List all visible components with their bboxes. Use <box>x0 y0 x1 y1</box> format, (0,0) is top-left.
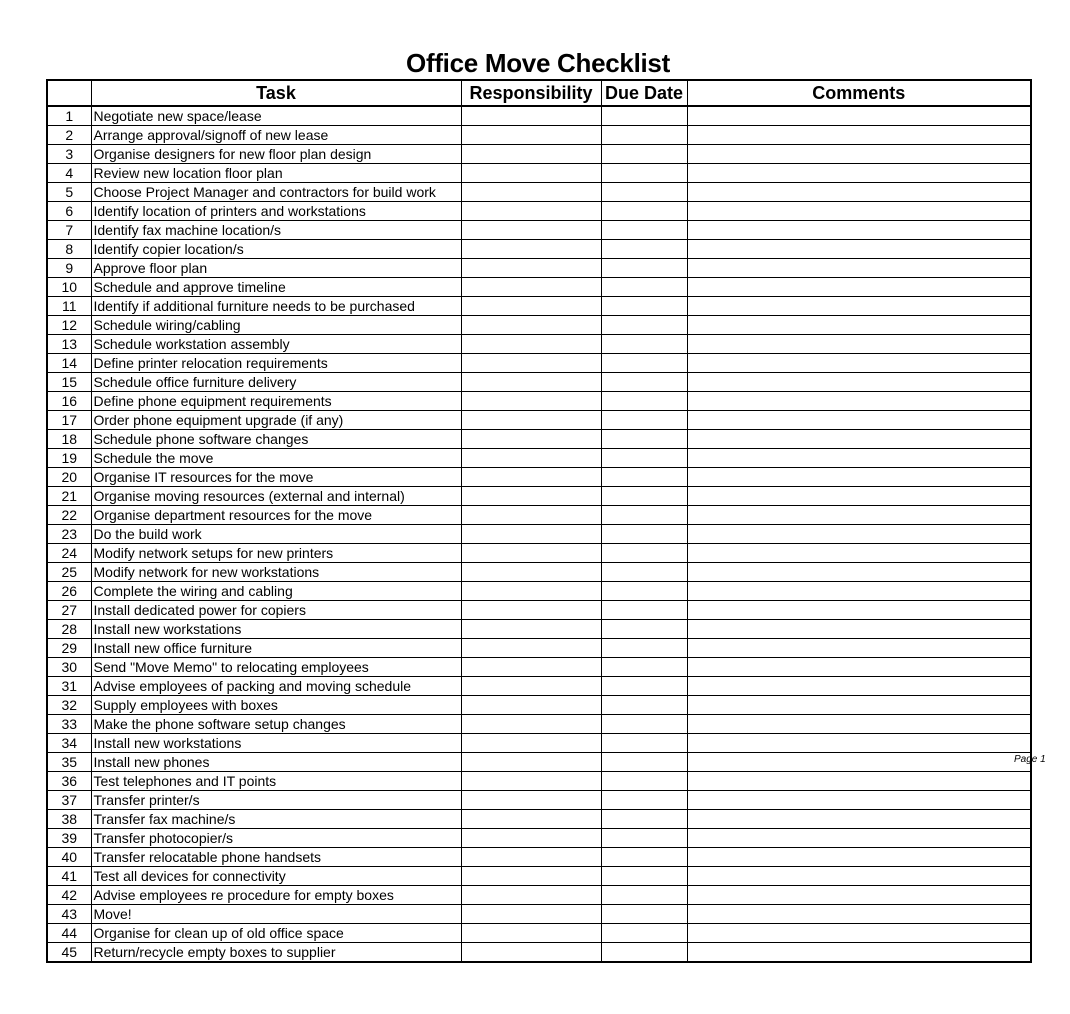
column-header-due-date: Due Date <box>601 80 687 106</box>
table-row <box>47 886 1031 905</box>
row-number: 31 <box>47 677 91 696</box>
due-date-cell <box>601 658 687 677</box>
comments-cell <box>687 658 1031 677</box>
column-header-number <box>47 80 91 106</box>
comments-cell <box>687 525 1031 544</box>
responsibility-cell <box>461 905 601 924</box>
task-cell: Schedule office furniture delivery <box>91 373 461 392</box>
task-cell: Transfer fax machine/s <box>91 810 461 829</box>
comments-cell <box>687 506 1031 525</box>
responsibility-cell <box>461 392 601 411</box>
due-date-cell <box>601 867 687 886</box>
due-date-cell <box>601 772 687 791</box>
due-date-cell <box>601 278 687 297</box>
table-row <box>47 867 1031 886</box>
comments-cell <box>687 145 1031 164</box>
row-number: 7 <box>47 221 91 240</box>
row-number: 25 <box>47 563 91 582</box>
page-title: Office Move Checklist <box>406 48 670 78</box>
responsibility-cell <box>461 772 601 791</box>
row-number: 2 <box>47 126 91 145</box>
due-date-cell <box>601 753 687 772</box>
responsibility-cell <box>461 411 601 430</box>
due-date-cell <box>601 335 687 354</box>
table-row <box>47 221 1031 240</box>
comments-cell <box>687 278 1031 297</box>
table-row <box>47 430 1031 449</box>
due-date-cell <box>601 468 687 487</box>
due-date-cell <box>601 734 687 753</box>
comments-cell <box>687 430 1031 449</box>
task-cell: Define printer relocation requirements <box>91 354 461 373</box>
task-cell: Schedule workstation assembly <box>91 335 461 354</box>
responsibility-cell <box>461 430 601 449</box>
due-date-cell <box>601 620 687 639</box>
due-date-cell <box>601 316 687 335</box>
table-row <box>47 506 1031 525</box>
task-cell: Schedule and approve timeline <box>91 278 461 297</box>
task-cell: Negotiate new space/lease <box>91 106 461 126</box>
responsibility-cell <box>461 791 601 810</box>
comments-cell <box>687 544 1031 563</box>
responsibility-cell <box>461 126 601 145</box>
row-number: 19 <box>47 449 91 468</box>
task-cell: Move! <box>91 905 461 924</box>
row-number: 35 <box>47 753 91 772</box>
comments-cell <box>687 905 1031 924</box>
comments-cell <box>687 696 1031 715</box>
table-row <box>47 411 1031 430</box>
task-cell: Organise for clean up of old office space <box>91 924 461 943</box>
comments-cell <box>687 563 1031 582</box>
due-date-cell <box>601 106 687 126</box>
comments-cell <box>687 126 1031 145</box>
task-cell: Identify fax machine location/s <box>91 221 461 240</box>
table-row <box>47 278 1031 297</box>
responsibility-cell <box>461 164 601 183</box>
table-row <box>47 487 1031 506</box>
checklist-rows <box>47 106 1031 962</box>
comments-cell <box>687 753 1031 772</box>
task-cell: Install new workstations <box>91 620 461 639</box>
table-row <box>47 297 1031 316</box>
table-row <box>47 468 1031 487</box>
due-date-cell <box>601 525 687 544</box>
comments-cell <box>687 240 1031 259</box>
table-row <box>47 905 1031 924</box>
row-number: 36 <box>47 772 91 791</box>
due-date-cell <box>601 202 687 221</box>
responsibility-cell <box>461 354 601 373</box>
row-number: 9 <box>47 259 91 278</box>
table-row <box>47 544 1031 563</box>
task-cell: Identify if additional furniture needs to be purchased <box>91 297 461 316</box>
responsibility-cell <box>461 487 601 506</box>
table-row <box>47 392 1031 411</box>
responsibility-cell <box>461 563 601 582</box>
due-date-cell <box>601 392 687 411</box>
row-number: 27 <box>47 601 91 620</box>
table-row <box>47 449 1031 468</box>
responsibility-cell <box>461 829 601 848</box>
column-header-responsibility: Responsibility <box>461 80 601 106</box>
row-number: 24 <box>47 544 91 563</box>
responsibility-cell <box>461 677 601 696</box>
row-number: 11 <box>47 297 91 316</box>
responsibility-cell <box>461 848 601 867</box>
due-date-cell <box>601 506 687 525</box>
table-row <box>47 753 1031 772</box>
table-row <box>47 373 1031 392</box>
responsibility-cell <box>461 810 601 829</box>
comments-cell <box>687 810 1031 829</box>
table-row <box>47 734 1031 753</box>
row-number: 21 <box>47 487 91 506</box>
due-date-cell <box>601 164 687 183</box>
comments-cell <box>687 316 1031 335</box>
responsibility-cell <box>461 525 601 544</box>
comments-cell <box>687 487 1031 506</box>
task-cell: Schedule the move <box>91 449 461 468</box>
row-number: 17 <box>47 411 91 430</box>
task-cell: Complete the wiring and cabling <box>91 582 461 601</box>
task-cell: Order phone equipment upgrade (if any) <box>91 411 461 430</box>
due-date-cell <box>601 791 687 810</box>
responsibility-cell <box>461 335 601 354</box>
due-date-cell <box>601 544 687 563</box>
comments-cell <box>687 848 1031 867</box>
task-cell: Organise department resources for the move <box>91 506 461 525</box>
responsibility-cell <box>461 449 601 468</box>
table-row <box>47 259 1031 278</box>
table-row <box>47 924 1031 943</box>
checklist-table <box>46 79 1032 963</box>
row-number: 13 <box>47 335 91 354</box>
comments-cell <box>687 620 1031 639</box>
table-row <box>47 772 1031 791</box>
due-date-cell <box>601 430 687 449</box>
due-date-cell <box>601 639 687 658</box>
table-row <box>47 620 1031 639</box>
responsibility-cell <box>461 601 601 620</box>
comments-cell <box>687 829 1031 848</box>
due-date-cell <box>601 848 687 867</box>
due-date-cell <box>601 449 687 468</box>
responsibility-cell <box>461 696 601 715</box>
table-row <box>47 696 1031 715</box>
comments-cell <box>687 886 1031 905</box>
row-number: 41 <box>47 867 91 886</box>
table-row <box>47 810 1031 829</box>
due-date-cell <box>601 487 687 506</box>
comments-cell <box>687 772 1031 791</box>
comments-cell <box>687 259 1031 278</box>
table-row <box>47 715 1031 734</box>
responsibility-cell <box>461 373 601 392</box>
comments-cell <box>687 354 1031 373</box>
task-cell: Arrange approval/signoff of new lease <box>91 126 461 145</box>
comments-cell <box>687 734 1031 753</box>
due-date-cell <box>601 810 687 829</box>
column-header-task: Task <box>91 80 461 106</box>
comments-cell <box>687 924 1031 943</box>
due-date-cell <box>601 126 687 145</box>
table-row <box>47 354 1031 373</box>
task-cell: Test telephones and IT points <box>91 772 461 791</box>
table-row <box>47 525 1031 544</box>
due-date-cell <box>601 563 687 582</box>
row-number: 8 <box>47 240 91 259</box>
table-row <box>47 639 1031 658</box>
due-date-cell <box>601 601 687 620</box>
row-number: 26 <box>47 582 91 601</box>
responsibility-cell <box>461 715 601 734</box>
comments-cell <box>687 335 1031 354</box>
responsibility-cell <box>461 468 601 487</box>
task-cell: Organise moving resources (external and internal) <box>91 487 461 506</box>
task-cell: Organise IT resources for the move <box>91 468 461 487</box>
row-number: 22 <box>47 506 91 525</box>
row-number: 6 <box>47 202 91 221</box>
due-date-cell <box>601 715 687 734</box>
due-date-cell <box>601 183 687 202</box>
row-number: 29 <box>47 639 91 658</box>
row-number: 14 <box>47 354 91 373</box>
due-date-cell <box>601 886 687 905</box>
comments-cell <box>687 411 1031 430</box>
task-cell: Modify network for new workstations <box>91 563 461 582</box>
responsibility-cell <box>461 943 601 963</box>
responsibility-cell <box>461 506 601 525</box>
task-cell: Make the phone software setup changes <box>91 715 461 734</box>
task-cell: Test all devices for connectivity <box>91 867 461 886</box>
row-number: 40 <box>47 848 91 867</box>
row-number: 32 <box>47 696 91 715</box>
task-cell: Identify copier location/s <box>91 240 461 259</box>
row-number: 34 <box>47 734 91 753</box>
comments-cell <box>687 183 1031 202</box>
comments-cell <box>687 601 1031 620</box>
row-number: 28 <box>47 620 91 639</box>
responsibility-cell <box>461 183 601 202</box>
comments-cell <box>687 639 1031 658</box>
due-date-cell <box>601 677 687 696</box>
task-cell: Return/recycle empty boxes to supplier <box>91 943 461 963</box>
due-date-cell <box>601 240 687 259</box>
table-row <box>47 145 1031 164</box>
comments-cell <box>687 297 1031 316</box>
row-number: 16 <box>47 392 91 411</box>
responsibility-cell <box>461 202 601 221</box>
row-number: 39 <box>47 829 91 848</box>
due-date-cell <box>601 221 687 240</box>
task-cell: Transfer printer/s <box>91 791 461 810</box>
row-number: 43 <box>47 905 91 924</box>
due-date-cell <box>601 297 687 316</box>
table-row <box>47 791 1031 810</box>
task-cell: Install new phones <box>91 753 461 772</box>
task-cell: Approve floor plan <box>91 259 461 278</box>
responsibility-cell <box>461 221 601 240</box>
responsibility-cell <box>461 734 601 753</box>
comments-cell <box>687 449 1031 468</box>
comments-cell <box>687 106 1031 126</box>
responsibility-cell <box>461 106 601 126</box>
table-row <box>47 563 1031 582</box>
row-number: 42 <box>47 886 91 905</box>
responsibility-cell <box>461 753 601 772</box>
table-row <box>47 601 1031 620</box>
due-date-cell <box>601 145 687 164</box>
due-date-cell <box>601 411 687 430</box>
row-number: 10 <box>47 278 91 297</box>
table-row <box>47 240 1031 259</box>
table-row <box>47 316 1031 335</box>
due-date-cell <box>601 905 687 924</box>
comments-cell <box>687 221 1031 240</box>
task-cell: Review new location floor plan <box>91 164 461 183</box>
task-cell: Install dedicated power for copiers <box>91 601 461 620</box>
task-cell: Advise employees re procedure for empty boxes <box>91 886 461 905</box>
table-row <box>47 677 1031 696</box>
task-cell: Define phone equipment requirements <box>91 392 461 411</box>
comments-cell <box>687 943 1031 963</box>
row-number: 5 <box>47 183 91 202</box>
responsibility-cell <box>461 145 601 164</box>
responsibility-cell <box>461 278 601 297</box>
due-date-cell <box>601 943 687 963</box>
header-row <box>47 80 1031 106</box>
due-date-cell <box>601 354 687 373</box>
task-cell: Modify network setups for new printers <box>91 544 461 563</box>
responsibility-cell <box>461 259 601 278</box>
row-number: 18 <box>47 430 91 449</box>
row-number: 12 <box>47 316 91 335</box>
table-row <box>47 164 1031 183</box>
table-row <box>47 829 1031 848</box>
table-row <box>47 848 1031 867</box>
task-cell: Schedule phone software changes <box>91 430 461 449</box>
due-date-cell <box>601 259 687 278</box>
due-date-cell <box>601 924 687 943</box>
comments-cell <box>687 468 1031 487</box>
task-cell: Send "Move Memo" to relocating employees <box>91 658 461 677</box>
row-number: 20 <box>47 468 91 487</box>
task-cell: Organise designers for new floor plan design <box>91 145 461 164</box>
responsibility-cell <box>461 316 601 335</box>
row-number: 37 <box>47 791 91 810</box>
comments-cell <box>687 677 1031 696</box>
row-number: 23 <box>47 525 91 544</box>
comments-cell <box>687 791 1031 810</box>
task-cell: Transfer photocopier/s <box>91 829 461 848</box>
task-cell: Install new office furniture <box>91 639 461 658</box>
task-cell: Install new workstations <box>91 734 461 753</box>
table-row <box>47 658 1031 677</box>
table-row <box>47 126 1031 145</box>
task-cell: Choose Project Manager and contractors for build work <box>91 183 461 202</box>
responsibility-cell <box>461 620 601 639</box>
responsibility-cell <box>461 867 601 886</box>
due-date-cell <box>601 696 687 715</box>
table-row <box>47 106 1031 126</box>
row-number: 1 <box>47 106 91 126</box>
row-number: 45 <box>47 943 91 963</box>
table-row <box>47 582 1031 601</box>
table-row <box>47 943 1031 963</box>
task-cell: Schedule wiring/cabling <box>91 316 461 335</box>
row-number: 30 <box>47 658 91 677</box>
task-cell: Advise employees of packing and moving schedule <box>91 677 461 696</box>
responsibility-cell <box>461 886 601 905</box>
comments-cell <box>687 202 1031 221</box>
responsibility-cell <box>461 658 601 677</box>
due-date-cell <box>601 373 687 392</box>
task-cell: Transfer relocatable phone handsets <box>91 848 461 867</box>
table-row <box>47 202 1031 221</box>
task-cell: Supply employees with boxes <box>91 696 461 715</box>
page-number-label: Page 1 <box>1014 754 1046 765</box>
table-row <box>47 335 1031 354</box>
responsibility-cell <box>461 924 601 943</box>
row-number: 4 <box>47 164 91 183</box>
task-cell: Identify location of printers and workstations <box>91 202 461 221</box>
task-cell: Do the build work <box>91 525 461 544</box>
responsibility-cell <box>461 544 601 563</box>
responsibility-cell <box>461 240 601 259</box>
comments-cell <box>687 582 1031 601</box>
due-date-cell <box>601 829 687 848</box>
comments-cell <box>687 867 1031 886</box>
row-number: 38 <box>47 810 91 829</box>
comments-cell <box>687 164 1031 183</box>
table-row <box>47 183 1031 202</box>
row-number: 44 <box>47 924 91 943</box>
responsibility-cell <box>461 639 601 658</box>
due-date-cell <box>601 582 687 601</box>
responsibility-cell <box>461 297 601 316</box>
comments-cell <box>687 373 1031 392</box>
comments-cell <box>687 715 1031 734</box>
column-header-comments: Comments <box>687 80 1031 106</box>
row-number: 15 <box>47 373 91 392</box>
comments-cell <box>687 392 1031 411</box>
row-number: 33 <box>47 715 91 734</box>
row-number: 3 <box>47 145 91 164</box>
responsibility-cell <box>461 582 601 601</box>
